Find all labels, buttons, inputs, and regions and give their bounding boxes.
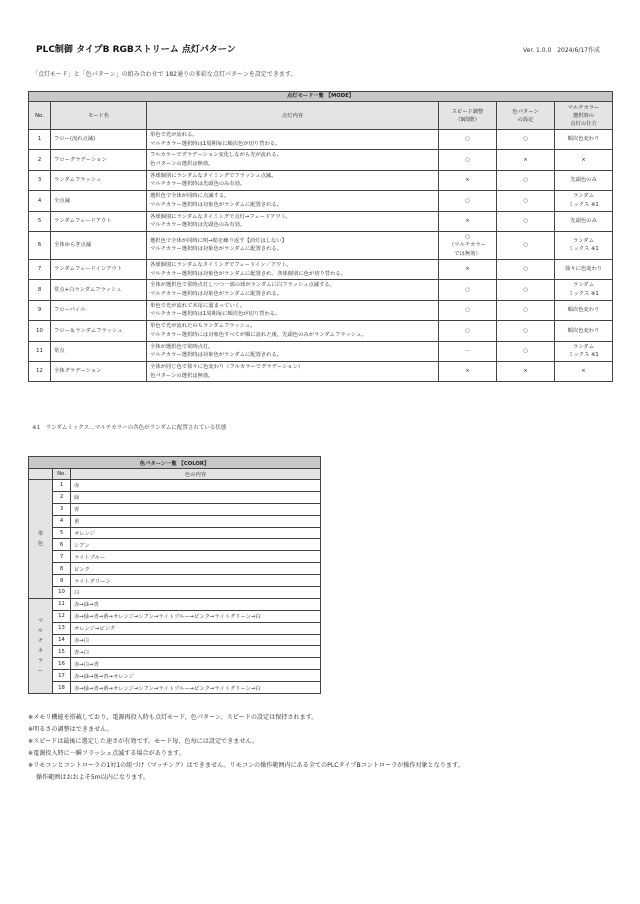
color-content: ピンク bbox=[71, 563, 321, 575]
color-content: シアン bbox=[71, 539, 321, 551]
header-description: 点灯内容 bbox=[147, 102, 439, 130]
mode-row bbox=[29, 150, 613, 170]
mode-color-setting: ○ bbox=[497, 231, 555, 259]
color-no: 12 bbox=[53, 610, 71, 622]
mode-row bbox=[29, 130, 613, 150]
mode-multicolor bbox=[555, 191, 613, 211]
color-no: 5 bbox=[53, 527, 71, 539]
mode-multicolor bbox=[555, 341, 613, 361]
footnote: ※1 ランダムミックス…マルチカラーの各色がランダムに配置されている状態 bbox=[32, 425, 227, 431]
description-line: 各球個別にランダムなタイミングでフラッシュ点滅。 bbox=[150, 172, 277, 179]
description-line: マルチカラー選択時は対象色がランダムに配置される。 bbox=[150, 352, 283, 359]
mode-description bbox=[147, 259, 439, 279]
header-multicolor-line: 点灯の仕方 bbox=[570, 120, 597, 127]
mode-row bbox=[29, 341, 613, 361]
color-content: 赤 bbox=[71, 480, 321, 492]
color-no: 3 bbox=[53, 503, 71, 515]
mode-multicolor bbox=[555, 361, 613, 381]
color-table bbox=[28, 456, 321, 694]
mode-no: 4 bbox=[29, 191, 51, 211]
mode-speed bbox=[439, 211, 497, 231]
description-line: マルチカラー選択時には対象色すべてが順に流れた後、先頭色のみがランダムフラッシュ。 bbox=[150, 331, 367, 338]
color-no: 15 bbox=[53, 646, 71, 658]
color-content: 赤→緑→青 bbox=[71, 598, 321, 610]
mode-table-title: 点灯モード一覧 【MODE】 bbox=[29, 92, 613, 102]
header-color-line: の設定 bbox=[517, 116, 534, 123]
color-no: 10 bbox=[53, 587, 71, 599]
multicolor-line: 順次色変わり bbox=[567, 307, 600, 314]
color-no: 6 bbox=[53, 539, 71, 551]
mode-no: 9 bbox=[29, 300, 51, 320]
mode-multicolor bbox=[555, 259, 613, 279]
color-content: 赤→緑→青→黄→オレンジ→シアン→ライトブルー→ピンク→ライトグリーン→白 bbox=[71, 682, 321, 694]
description-line: 全体が選択色で常時点灯しつつ一部の球がランダムに白フラッシュ点滅する。 bbox=[150, 282, 335, 289]
mode-no: 5 bbox=[29, 211, 51, 231]
created-date: 2024/6/17作成 bbox=[557, 47, 600, 54]
mode-color-setting: ○ bbox=[497, 170, 555, 190]
color-content: オレンジ→ピンク bbox=[71, 622, 321, 634]
multicolor-line: ミックス ※1 bbox=[568, 352, 599, 359]
mode-description bbox=[147, 191, 439, 211]
mode-no: 11 bbox=[29, 341, 51, 361]
mode-speed bbox=[439, 300, 497, 320]
speed-line: では無効） bbox=[454, 250, 481, 257]
mode-row bbox=[29, 231, 613, 259]
mode-no: 3 bbox=[29, 170, 51, 190]
mode-row bbox=[29, 211, 613, 231]
mode-color-setting: ○ bbox=[497, 211, 555, 231]
header-no: No. bbox=[53, 469, 71, 480]
color-row bbox=[29, 622, 321, 634]
multicolor-line: × bbox=[581, 156, 586, 163]
mode-name: 常点 bbox=[51, 341, 147, 361]
color-no: 1 bbox=[53, 480, 71, 492]
color-row bbox=[29, 539, 321, 551]
header-group bbox=[29, 469, 53, 480]
color-content: 青 bbox=[71, 503, 321, 515]
mode-multicolor bbox=[555, 231, 613, 259]
color-content: ライトブルー bbox=[71, 551, 321, 563]
mode-multicolor bbox=[555, 321, 613, 341]
note-line: ※リモコンとコントローラの1対1の紐づけ（マッチング）はできません。リモコンの操作範囲内にある全てのPLCタイプBコントローラが操作対象となります。 bbox=[28, 762, 464, 769]
description-line: 選択色で全体が同時に明→暗を繰り返す【消灯はしない】 bbox=[150, 237, 287, 244]
mode-color-setting: ○ bbox=[497, 130, 555, 150]
group-label-char: ー bbox=[37, 667, 44, 674]
mode-row bbox=[29, 300, 613, 320]
mode-name: ランダムフェードアウト bbox=[51, 211, 147, 231]
multicolor-line: ランダム bbox=[573, 193, 594, 200]
mode-description bbox=[147, 211, 439, 231]
color-no: 11 bbox=[53, 598, 71, 610]
speed-line: ○ bbox=[465, 136, 470, 143]
mode-no: 12 bbox=[29, 361, 51, 381]
multicolor-line: 徐々に色変わり bbox=[564, 266, 603, 273]
multicolor-line: 順次色変わり bbox=[567, 327, 600, 334]
version-info bbox=[519, 45, 600, 54]
mode-row bbox=[29, 170, 613, 190]
color-table-header bbox=[29, 469, 321, 480]
mode-no: 2 bbox=[29, 150, 51, 170]
note-line: 操作範囲はおおよそ5m以内になります。 bbox=[36, 774, 149, 781]
mode-color-setting: ○ bbox=[497, 341, 555, 361]
mode-speed bbox=[439, 191, 497, 211]
mode-table bbox=[28, 91, 613, 382]
mode-speed bbox=[439, 170, 497, 190]
mode-speed bbox=[439, 321, 497, 341]
header-multicolor bbox=[555, 102, 613, 130]
color-no: 13 bbox=[53, 622, 71, 634]
mode-multicolor bbox=[555, 170, 613, 190]
color-table-title: 色パターン一覧 【COLOR】 bbox=[29, 457, 321, 469]
color-content: 青→白 bbox=[71, 646, 321, 658]
mode-speed bbox=[439, 280, 497, 300]
mode-description bbox=[147, 300, 439, 320]
mode-multicolor bbox=[555, 150, 613, 170]
mode-no: 10 bbox=[29, 321, 51, 341]
header-speed bbox=[439, 102, 497, 130]
description-line: マルチカラー選択時は対象色がランダムに配置される。 bbox=[150, 246, 283, 253]
mode-speed bbox=[439, 341, 497, 361]
color-content: 赤→白→青 bbox=[71, 658, 321, 670]
color-no: 18 bbox=[53, 682, 71, 694]
mode-description bbox=[147, 170, 439, 190]
speed-line: ○ bbox=[465, 286, 470, 293]
description-line: マルチカラー選択時は先頭色のみ有効。 bbox=[150, 222, 246, 229]
mode-name: 全体グラデーション bbox=[51, 361, 147, 381]
color-row bbox=[29, 563, 321, 575]
mode-description bbox=[147, 130, 439, 150]
header-mode-name: モード名 bbox=[51, 102, 147, 130]
color-content: 白 bbox=[71, 587, 321, 599]
color-row bbox=[29, 682, 321, 694]
mode-description bbox=[147, 150, 439, 170]
speed-line: ○ bbox=[465, 233, 470, 240]
color-row bbox=[29, 658, 321, 670]
mode-multicolor bbox=[555, 211, 613, 231]
description-line: 選択色で全体が同時に点滅する。 bbox=[150, 193, 230, 200]
multicolor-line: ミックス ※1 bbox=[568, 291, 599, 298]
color-row bbox=[29, 670, 321, 682]
mode-name: 全体ゆらぎ点滅 bbox=[51, 231, 147, 259]
mode-color-setting: ○ bbox=[497, 280, 555, 300]
speed-line: × bbox=[465, 266, 470, 273]
color-content: 赤→白 bbox=[71, 634, 321, 646]
multicolor-line: ミックス ※1 bbox=[568, 246, 599, 253]
color-no: 4 bbox=[53, 515, 71, 527]
header-color bbox=[497, 102, 555, 130]
description-line: マルチカラー選択時は1周期毎に順次色が切り替わる。 bbox=[150, 311, 281, 318]
mode-name: フロー＆ランダムフラッシュ bbox=[51, 321, 147, 341]
mode-speed bbox=[439, 259, 497, 279]
description-line: 各球個別にランダムなタイミングでフェードイン／アウト。 bbox=[150, 262, 292, 269]
group-label-char: ラ bbox=[37, 657, 44, 664]
header-color-line: 色パターン bbox=[512, 108, 539, 115]
mode-name: フロー(流れ点滅) bbox=[51, 130, 147, 150]
description-line: フルカラーでグラデーション変化しながら光が流れる。 bbox=[150, 152, 282, 159]
color-row bbox=[29, 527, 321, 539]
color-row bbox=[29, 515, 321, 527]
note-line: ※スピードは最後に選定した速さが有効です。モード毎、色毎には設定できません。 bbox=[28, 738, 258, 745]
note-line: ※明るさの調整はできません。 bbox=[28, 726, 113, 733]
description-line: 単色で光が流れて末尾に溜まっていく。 bbox=[150, 302, 246, 309]
mode-color-setting: ○ bbox=[497, 191, 555, 211]
page-title: PLC制御 タイプB RGBストリーム 点灯パターン bbox=[36, 45, 236, 55]
description-line: 色パターンの選択は無効。 bbox=[150, 372, 214, 379]
mode-no: 6 bbox=[29, 231, 51, 259]
mode-row bbox=[29, 191, 613, 211]
mode-name: フローグラデーション bbox=[51, 150, 147, 170]
mode-row bbox=[29, 321, 613, 341]
mode-name: ランダムフラッシュ bbox=[51, 170, 147, 190]
mode-row bbox=[29, 259, 613, 279]
mode-row bbox=[29, 280, 613, 300]
color-row bbox=[29, 598, 321, 610]
mode-multicolor bbox=[555, 280, 613, 300]
color-row bbox=[29, 491, 321, 503]
color-content: 緑 bbox=[71, 491, 321, 503]
group-label-char: カ bbox=[37, 647, 44, 654]
description-line: 全体が同じ色で徐々に色変わり（フルカラーでグラデーション） bbox=[150, 364, 304, 370]
description-line: マルチカラー選択時は対象色がランダムに配置される。 bbox=[150, 201, 283, 208]
color-row bbox=[29, 646, 321, 658]
color-row bbox=[29, 634, 321, 646]
color-no: 16 bbox=[53, 658, 71, 670]
mode-name: ランダムフェードインアウト bbox=[51, 259, 147, 279]
notes bbox=[28, 712, 618, 784]
mode-table-header bbox=[29, 102, 613, 130]
color-row bbox=[29, 610, 321, 622]
group-label-char: ル bbox=[37, 627, 44, 634]
note-line: ※メモリ機能を搭載しており、電源再投入時も点灯モード、色パターン、スピードの設定は保持されます。 bbox=[28, 714, 318, 721]
mode-name: 常点+白ランダムフラッシュ bbox=[51, 280, 147, 300]
mode-description bbox=[147, 321, 439, 341]
description-line: 全体が選択色で常時点灯。 bbox=[150, 343, 214, 350]
speed-line: × bbox=[465, 368, 470, 375]
mode-description bbox=[147, 341, 439, 361]
color-no: 9 bbox=[53, 575, 71, 587]
mode-color-setting: ○ bbox=[497, 321, 555, 341]
mode-speed bbox=[439, 231, 497, 259]
group-multi-color bbox=[29, 598, 53, 693]
color-content: 赤→緑→青→黄→オレンジ→シアン→ライトブルー→ピンク→ライトグリーン→白 bbox=[71, 610, 321, 622]
description-line: 単色で光が流れたのちランダムフラッシュ。 bbox=[150, 323, 256, 330]
group-single-color bbox=[29, 480, 53, 599]
color-row bbox=[29, 587, 321, 599]
mode-description bbox=[147, 280, 439, 300]
description-line: マルチカラー選択時は1周期毎に順次色が切り替わる。 bbox=[150, 140, 281, 147]
color-row bbox=[29, 575, 321, 587]
color-no: 17 bbox=[53, 670, 71, 682]
multicolor-line: ランダム bbox=[573, 237, 594, 244]
description-line: マルチカラー選択時は対象色がランダムに配置される。 bbox=[150, 291, 283, 298]
multicolor-line: ランダム bbox=[573, 282, 594, 289]
speed-line: × bbox=[465, 217, 470, 224]
multicolor-line: 先頭色のみ bbox=[570, 177, 597, 184]
speed-line: ○ bbox=[465, 197, 470, 204]
mode-speed bbox=[439, 361, 497, 381]
intro-text: 「点灯モード」と「色パターン」の組み合わせで 182通りの多彩な点灯パターンを設定できます。 bbox=[32, 71, 297, 78]
mode-speed bbox=[439, 130, 497, 150]
mode-name: フローパイル bbox=[51, 300, 147, 320]
multicolor-line: ミックス ※1 bbox=[568, 201, 599, 208]
group-label-char: マ bbox=[37, 617, 44, 624]
description-line: 各球個別にランダムなタイミングで点灯→フェードアウト。 bbox=[150, 213, 291, 220]
mode-color-setting: × bbox=[497, 361, 555, 381]
multicolor-line: ランダム bbox=[573, 343, 594, 350]
header-speed-line: （9段階） bbox=[455, 116, 480, 123]
description-line: マルチカラー選択時は先頭色のみ有効。 bbox=[150, 181, 246, 188]
header-multicolor-line: 選択時の bbox=[572, 112, 595, 119]
header-color-content: 色の内容 bbox=[71, 469, 321, 480]
color-no: 2 bbox=[53, 491, 71, 503]
color-row bbox=[29, 503, 321, 515]
speed-line: × bbox=[465, 177, 470, 184]
header-speed-line: スピード調整 bbox=[451, 108, 484, 115]
color-content: オレンジ bbox=[71, 527, 321, 539]
mode-multicolor bbox=[555, 130, 613, 150]
mode-speed bbox=[439, 150, 497, 170]
description-line: 色パターンの選択は無効。 bbox=[150, 161, 214, 168]
multicolor-line: × bbox=[581, 368, 586, 375]
description-line: 単色で光が流れる。 bbox=[150, 132, 198, 139]
mode-color-setting: × bbox=[497, 150, 555, 170]
mode-name: 全点滅 bbox=[51, 191, 147, 211]
mode-row bbox=[29, 361, 613, 381]
mode-description bbox=[147, 361, 439, 381]
mode-no: 7 bbox=[29, 259, 51, 279]
multicolor-line: 先頭色のみ bbox=[570, 217, 597, 224]
mode-no: 8 bbox=[29, 280, 51, 300]
group-label-char: 単 bbox=[37, 530, 44, 537]
mode-color-setting: ○ bbox=[497, 259, 555, 279]
group-label-char: チ bbox=[37, 637, 44, 644]
multicolor-line: 順次色変わり bbox=[567, 136, 600, 143]
color-content: 黄 bbox=[71, 515, 321, 527]
mode-color-setting: ○ bbox=[497, 300, 555, 320]
group-label-char: 色 bbox=[37, 540, 44, 547]
speed-line: ○ bbox=[465, 156, 470, 163]
description-line: マルチカラー選択時は対象色がランダムに配置され、各球個別に色が切り替わる。 bbox=[150, 270, 346, 277]
header-multicolor-line: マルチカラー bbox=[567, 104, 600, 111]
speed-line: ○ bbox=[465, 327, 470, 334]
note-line: ※電源投入時に一瞬フラッシュ点滅する場合があります。 bbox=[28, 750, 185, 757]
mode-description bbox=[147, 231, 439, 259]
mode-multicolor bbox=[555, 300, 613, 320]
color-no: 14 bbox=[53, 634, 71, 646]
color-row bbox=[29, 551, 321, 563]
color-content: ライトグリーン bbox=[71, 575, 321, 587]
mode-no: 1 bbox=[29, 130, 51, 150]
color-no: 8 bbox=[53, 563, 71, 575]
speed-line: （マルチカラー bbox=[449, 242, 486, 249]
version-number: Ver. 1.0.0 bbox=[522, 47, 552, 54]
speed-line: ○ bbox=[465, 307, 470, 314]
color-row bbox=[29, 480, 321, 492]
color-content: 赤→緑→黄→青→オレンジ bbox=[71, 670, 321, 682]
color-no: 7 bbox=[53, 551, 71, 563]
speed-line: － bbox=[464, 347, 471, 354]
header-no: No. bbox=[29, 102, 51, 130]
